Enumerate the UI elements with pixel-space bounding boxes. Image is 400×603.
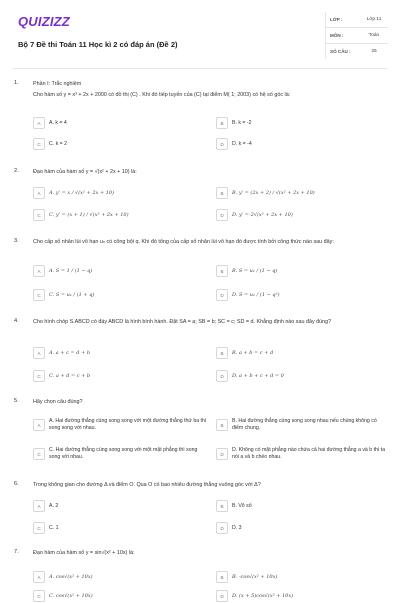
option-text: B. a + b = c + d	[232, 349, 274, 356]
question-text: Cho cấp số nhân lùi vô hạn uₙ có công bội q. Khi đó tổng của cấp số nhân lùi vô hạn đó được tính bởi công thức nào sau đây:	[33, 239, 334, 245]
option-b[interactable]	[216, 116, 251, 130]
option-letter: A	[33, 187, 45, 199]
question-number: 5.	[14, 398, 19, 404]
meta-key: LỚP :	[330, 17, 343, 22]
question-prompt: Cho hàm số y = x³ + 2x + 2000 có đồ thị (C) . Khi đó tiếp tuyến của (C) tại điểm M( 1; 2003) có hệ số góc là:	[33, 92, 291, 98]
option-text: B. -cos√(x² + 10x)	[232, 573, 278, 580]
question-text	[33, 80, 377, 99]
option-text: D. k = -4	[232, 140, 252, 147]
option-text: C. y' = (x + 1) / √(x² + 2x + 10)	[49, 211, 129, 218]
header-divider	[12, 68, 388, 69]
option-c[interactable]	[33, 208, 129, 222]
option-d[interactable]	[216, 288, 280, 302]
option-text: A. k = 4	[49, 119, 67, 126]
option-d[interactable]	[216, 369, 284, 383]
option-b[interactable]	[216, 570, 277, 584]
meta-key: SỐ CÂU :	[330, 49, 351, 54]
question-4	[14, 318, 386, 390]
option-text: A. cos√(x² + 10x)	[49, 573, 93, 580]
option-text: D. Không có mặt phẳng nào chứa cả hai đường thẳng a và b thì ta nói a và b chéo nhau.	[232, 447, 386, 460]
option-letter: C	[33, 289, 45, 301]
worksheet-header	[12, 8, 388, 58]
option-text: D. 3	[232, 524, 242, 531]
option-d[interactable]	[216, 444, 386, 464]
question-number: 7.	[14, 549, 19, 555]
option-text: D. a + b + c + d = 0	[232, 372, 284, 379]
option-letter: D	[216, 522, 228, 534]
question-number: 4.	[14, 318, 19, 324]
option-b[interactable]	[216, 186, 315, 200]
option-letter: D	[216, 289, 228, 301]
option-c[interactable]	[33, 589, 93, 603]
option-c[interactable]	[33, 369, 90, 383]
option-letter: D	[216, 448, 228, 460]
option-letter: B	[216, 117, 228, 129]
option-a[interactable]	[33, 186, 114, 200]
meta-row-count	[326, 44, 388, 59]
option-letter: A	[33, 265, 45, 277]
question-number: 2.	[14, 168, 19, 174]
option-c[interactable]	[33, 521, 59, 535]
option-text: B. y' = (2x + 2) / √(x² + 2x + 10)	[232, 189, 315, 196]
option-text: B. Vô số	[232, 502, 252, 509]
option-c[interactable]	[33, 288, 94, 302]
option-d[interactable]	[216, 208, 293, 222]
question-text: Đạo hàm của hàm số y = sin√(x² + 10x) là:	[33, 550, 135, 556]
meta-value: 25	[371, 49, 377, 54]
option-a[interactable]	[33, 264, 92, 278]
option-a[interactable]	[33, 346, 90, 360]
option-letter: A	[33, 347, 45, 359]
option-letter: C	[33, 590, 45, 602]
option-text: D. (x + 5)cos√(x² + 10x)	[232, 592, 294, 599]
option-text: D. y' = 2√(x² + 2x + 10)	[232, 211, 293, 218]
option-text: C. k = 2	[49, 140, 68, 147]
option-b[interactable]	[216, 415, 386, 435]
question-text: Trong không gian cho đường Δ và điểm O. Qua O có bao nhiêu đường thẳng vuông góc với Δ?	[33, 482, 261, 488]
question-number: 1.	[14, 80, 19, 86]
meta-row-subject	[326, 28, 388, 44]
option-letter: D	[216, 590, 228, 602]
meta-row-class	[326, 12, 388, 28]
option-letter: D	[216, 209, 228, 221]
option-letter: D	[216, 138, 228, 150]
question-text: Cho hình chóp S.ABCD có đáy ABCD là hình bình hành. Đặt SA = a; SB = b; SC = c; SD = d. Khẳng định nào sau đây đúng?	[33, 319, 332, 325]
option-letter: A	[33, 419, 45, 431]
option-a[interactable]	[33, 116, 67, 130]
option-c[interactable]	[33, 444, 208, 464]
option-letter: C	[33, 138, 45, 150]
question-text: Hãy chọn câu đúng?	[33, 399, 83, 405]
option-text: A. y' = x / √(x² + 2x + 10)	[49, 189, 115, 196]
option-letter: A	[33, 571, 45, 583]
question-5	[14, 398, 386, 476]
meta-value: Lớp 11	[366, 17, 382, 22]
question-7	[14, 549, 386, 600]
option-text: B. S = u₁ / (1 − q)	[232, 267, 278, 274]
option-b[interactable]	[216, 499, 252, 513]
meta-panel	[325, 12, 388, 59]
option-text: B. k = -2	[232, 119, 252, 126]
option-text: A. Hai đường thẳng cùng song song với một đường thẳng thứ ba thì song song với nhau.	[49, 418, 207, 431]
question-1	[14, 80, 386, 160]
question-text: Đạo hàm của hàm số y = √(x² + 2x + 10) là:	[33, 169, 137, 175]
question-number: 6.	[14, 481, 19, 487]
question-6	[14, 481, 386, 541]
option-letter: C	[33, 448, 45, 460]
option-text: B. Hai đường thẳng cùng song song nhau nếu chúng không có điểm chung.	[232, 418, 377, 431]
option-letter: B	[216, 187, 228, 199]
option-letter: B	[216, 500, 228, 512]
option-b[interactable]	[216, 346, 273, 360]
option-text: C. 1	[49, 524, 59, 531]
option-d[interactable]	[216, 521, 242, 535]
option-text: C. Hai đường thẳng cùng song song với một mặt phẳng thì song song với nhau.	[49, 447, 198, 460]
option-letter: B	[216, 265, 228, 277]
option-letter: C	[33, 209, 45, 221]
option-letter: B	[216, 571, 228, 583]
option-text: A. 2	[49, 502, 59, 509]
question-2	[14, 168, 386, 230]
option-c[interactable]	[33, 137, 67, 151]
meta-key: MÔN :	[330, 33, 344, 38]
option-a[interactable]	[33, 570, 93, 584]
option-letter: B	[216, 347, 228, 359]
option-d[interactable]	[216, 589, 293, 603]
option-text: C. S = u₁ / (1 + q)	[49, 291, 95, 298]
option-letter: A	[33, 500, 45, 512]
option-letter: A	[33, 117, 45, 129]
worksheet-title: Bộ 7 Đề thi Toán 11 Học kì 2 có đáp án (Đề 2)	[18, 40, 178, 49]
option-letter: C	[33, 370, 45, 382]
option-letter: B	[216, 419, 228, 431]
option-text: A. S = 1 / (1 − q)	[49, 267, 93, 274]
question-number: 3.	[14, 238, 19, 244]
option-text: C. cos√(x² + 10x)	[49, 592, 93, 599]
option-a[interactable]	[33, 415, 208, 435]
option-text: C. a + d = c + b	[49, 372, 91, 379]
option-text: D. S = u₁ / (1 − q²)	[232, 291, 280, 298]
option-a[interactable]	[33, 499, 58, 513]
option-d[interactable]	[216, 137, 252, 151]
option-text: A. a + c = d + b	[49, 349, 91, 356]
meta-value: Toán	[368, 33, 380, 38]
option-b[interactable]	[216, 264, 277, 278]
option-letter: D	[216, 370, 228, 382]
option-letter: C	[33, 522, 45, 534]
quizizz-logo: QUIZIZZ	[18, 14, 70, 29]
question-3	[14, 238, 386, 308]
section-heading: Phần I: Trắc nghiệm	[33, 81, 82, 87]
